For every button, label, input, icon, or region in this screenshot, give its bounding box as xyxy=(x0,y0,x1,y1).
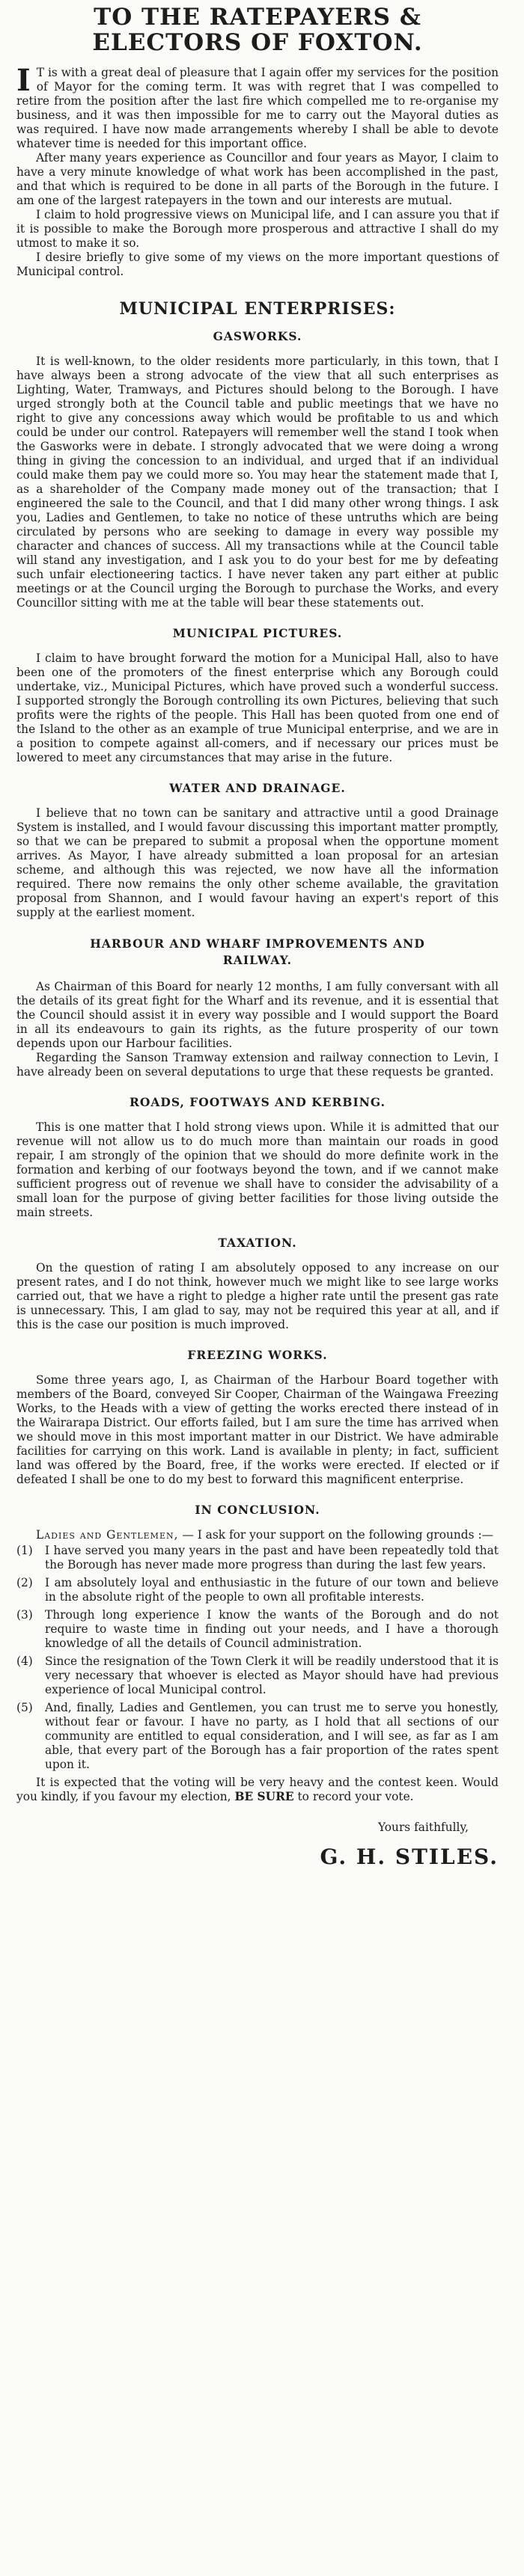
list-item-number: (3) xyxy=(16,1608,33,1622)
roads-paragraph: This is one matter that I hold strong views upon. While it is admitted that our revenue will not allow us to do much more than maintain our roads in good repair, I am strongly of the opinion that we should do more definite work in the formation and kerbing of our footways beyond the town, and if we cannot make sufficient progress out of revenue we shall have to consider the advisability of a small loan for the purpose of giving better facilities for those living outside the main streets. xyxy=(16,1120,499,1219)
harbour-heading xyxy=(16,936,499,969)
list-item-text: I have served you many years in the past and have been repeatedly told that the Borough has never made more progress than during the last few years. xyxy=(45,1544,499,1571)
taxation-heading: TAXATION. xyxy=(218,1236,297,1250)
list-item xyxy=(16,1608,499,1651)
list-item-text: Since the resignation of the Town Clerk it will be readily understood that it is very necessary that whoever is elected as Mayor should have had previous experience of local Municipal control. xyxy=(45,1655,499,1696)
harbour-heading-line-1: HARBOUR AND WHARF IMPROVEMENTS AND xyxy=(90,936,425,951)
closing-emphasis: BE SURE xyxy=(234,1790,294,1803)
list-item xyxy=(16,1701,499,1772)
gasworks-heading: GASWORKS. xyxy=(213,329,302,343)
harbour-heading-line-2: RAILWAY. xyxy=(222,953,293,967)
harbour-paragraph-1: As Chairman of this Board for nearly 12 months, I am fully conversant with all the details of its great fight for the Wharf and its revenue, and it is essential that the Council should assist it in every way possible and I would support the Board in all its endeavours to gain its rights, as the future prosperity of our town depends upon our Harbour facilities. xyxy=(16,980,499,1050)
list-item-number: (4) xyxy=(16,1655,33,1668)
water-drainage-heading: WATER AND DRAINAGE. xyxy=(169,781,346,795)
intro-section xyxy=(16,63,499,279)
intro-paragraph-1 xyxy=(16,63,499,151)
closing-paragraph xyxy=(16,1776,499,1804)
conclusion-intro-text: — I ask for your support on the following grounds :— xyxy=(182,1528,494,1542)
intro-paragraph-2: After many years experience as Councillor and four years as Mayor, I claim to have a very minute knowledge of what work has been accomplished in the past, and that which is required to be done in all parts of the Borough in the future. I am one of the largest ratepayers in the town and our interests are mutual. xyxy=(16,151,499,207)
conclusion-salutation: Ladies and Gentlemen, xyxy=(36,1528,179,1542)
freezing-works-heading: FREEZING WORKS. xyxy=(187,1348,328,1362)
intro-paragraph-4: I desire briefly to give some of my views on the more important questions of Municipal control. xyxy=(16,251,499,278)
list-item xyxy=(16,1576,499,1604)
municipal-enterprises-heading: MUNICIPAL ENTERPRISES: xyxy=(119,299,396,319)
municipal-pictures-heading: MUNICIPAL PICTURES. xyxy=(172,626,343,640)
list-item-text: I am absolutely loyal and enthusiastic in the future of our town and believe in the absolute right of the people to own all profitable interests. xyxy=(45,1576,499,1604)
list-item-text: And, finally, Ladies and Gentlemen, you can trust me to serve you honestly, without fear or favour. I have no party, as I hold that all sections of our community are entitled to equal consideration, and I will see, as far as I am able, that every part of the Borough has a fair proportion of the rates spent upon it. xyxy=(45,1701,499,1771)
dropcap: I xyxy=(16,63,31,98)
title-line-2: ELECTORS OF FOXTON. xyxy=(92,29,423,56)
list-item-number: (2) xyxy=(16,1576,33,1589)
closing-end: to record your vote. xyxy=(297,1790,414,1803)
municipal-pictures-paragraph: I claim to have brought forward the motion for a Municipal Hall, also to have been one of the promoters of the finest enterprise which any Borough could undertake, viz., Municipal Pictures, which have proved such a wonderful success. I supported strongly the Borough controlling its own Pictures, believing that such profits were the rights of the people. This Hall has been quoted from one end of the Island to the other as an example of true Municipal enterprise, and we are in a position to compete against all-comers, and if necessary our prices must be lowered to meet any circumstances that may arise in the future. xyxy=(16,651,499,764)
gasworks-paragraph: It is well-known, to the older residents more particularly, in this town, that I have always been a strong advocate of the view that all such enterprises as Lighting, Water, Tramways, and Pictures should belong to the Borough. I have urged strongly both at the Council table and public meetings that we have no right to give any concessions away which would be profitable to us and which could be under our control. Ratepayers will remember well the stand I took when the Gasworks were in debate. I strongly advocated that we were doing a wrong thing in giving the concession to an individual, and urged that if an individual could make them pay we could more so. You may hear the statement made that I, as a shareholder of the Company made money out of the transaction; that I engineered the sale to the Council, and that I did many other wrong things. I ask you, Ladies and Gentlemen, to take no notice of these untruths which are being circulated by persons who are seeking to damage in every way possible my character and chances of success. All my transactions while at the Council table will stand any investigation, and I ask you to do your best for me by defeating such unfair electioneering tactics. I have never taken any part either at public meetings or at the Council urging the Borough to purchase the Works, and every Councillor sitting with me at the table will bear these statements out. xyxy=(16,355,499,610)
roads-heading: ROADS, FOOTWAYS AND KERBING. xyxy=(130,1095,386,1109)
closing-text: It is expected that the voting will be very heavy and the contest keen. Would you kindly, if you favour my election, xyxy=(16,1776,499,1803)
intro-paragraph-1-text: T is with a great deal of pleasure that I again offer my services for the position of Mayor for the coming term. It was with regret that I was compelled to retire from the position after the last fire which compelled me to re-organise my business, and it was then impossible for me to carry out the Mayoral duties as was required. I have now made arrangements whereby I shall be able to devote whatever time is needed for this important office. xyxy=(16,66,499,150)
conclusion-heading: IN CONCLUSION. xyxy=(195,1503,320,1517)
list-item-number: (5) xyxy=(16,1701,33,1714)
signoff: Yours faithfully, xyxy=(377,1821,469,1834)
signature-name: G. H. STILES. xyxy=(320,1844,499,1869)
title-line-1: TO THE RATEPAYERS & xyxy=(94,4,421,31)
list-item xyxy=(16,1544,499,1572)
taxation-paragraph: On the question of rating I am absolutely opposed to any increase on our present rates, and I do not think, however much we might like to see large works carried out, that we have a right to pledge a higher rate until the present gas rate is unnecessary. This, I am glad to say, may not be required this year at all, and if this is the case our position is much improved. xyxy=(16,1261,499,1331)
harbour-paragraph-2: Regarding the Sanson Tramway extension and railway connection to Levin, I have already been on several deputations to urge that these requests be granted. xyxy=(16,1051,499,1079)
list-item xyxy=(16,1655,499,1697)
grounds-list xyxy=(16,1544,499,1772)
intro-paragraph-3: I claim to hold progressive views on Municipal life, and I can assure you that if it is possible to make the Borough more prosperous and attractive I shall do my utmost to make it so. xyxy=(16,208,499,250)
freezing-works-paragraph: Some three years ago, I, as Chairman of the Harbour Board together with members of the Board, conveyed Sir Cooper, Chairman of the Waingawa Freezing Works, to the Heads with a view of getting the works erected there instead of in the Wairarapa District. Our efforts failed, but I am sure the time has arrived when we should move in this most important matter in our District. We have admirable facilities for carrying on this work. Land is available in plenty; in fact, sufficient land was offered by the Board, free, if the works were erected. If elected or if defeated I shall be one to do my best to forward this magnificent enterprise. xyxy=(16,1373,499,1486)
water-drainage-paragraph: I believe that no town can be sanitary and attractive until a good Drainage System is installed, and I would favour discussing this important matter promptly, so that we can be prepared to submit a proposal when the opportune moment arrives. As Mayor, I have already submitted a loan proposal for an artesian scheme, and although this was rejected, we now have all the information required. There now remains the only other scheme available, the gravitation proposal from Shannon, and I would favour having an expert's report of this supply at the earliest moment. xyxy=(16,806,499,919)
conclusion-intro xyxy=(16,1528,499,1542)
list-item-number: (1) xyxy=(16,1544,33,1557)
list-item-text: Through long experience I know the wants of the Borough and do not require to waste time in finding out your needs, and I have a thorough knowledge of all the details of Council administration. xyxy=(45,1608,499,1650)
